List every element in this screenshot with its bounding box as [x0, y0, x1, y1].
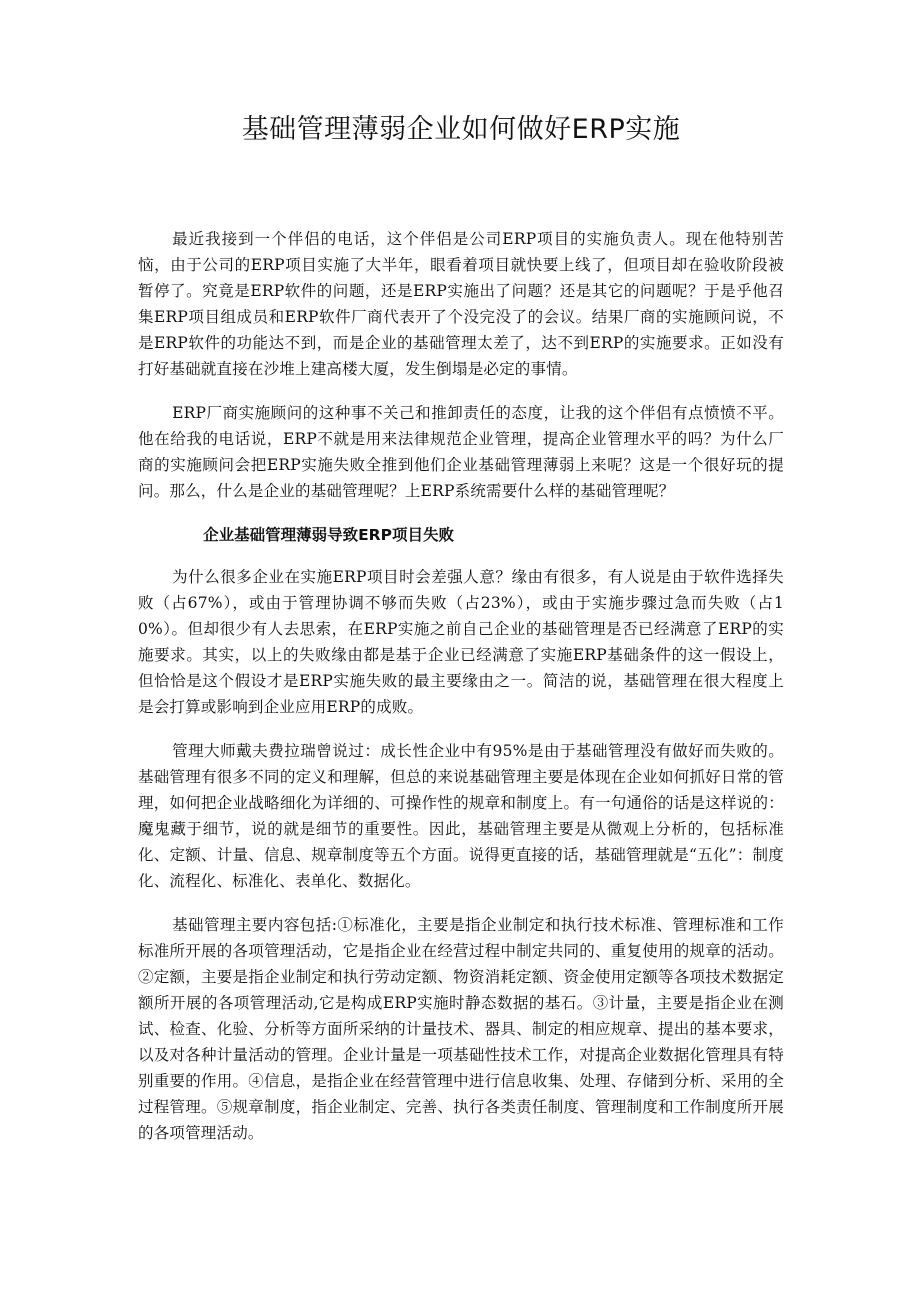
section-heading: 企业基础管理薄弱导致ERP项目失败	[203, 526, 454, 544]
paragraph-vendor-attitude: ERP厂商实施顾问的这种事不关己和推卸责任的态度，让我的这个伴侣有点愤愤不平。他在给我的电话说，ERP不就是用来法律规范企业管理，提高企业管理水平的吗？为什么厂商的实施顾问会把ERP实施失败全推到他们企业基础管理薄弱上来呢？这是一个很好玩的提问。那么，什么是企业的基础管理呢？上ERP系统需要什么样的基础管理呢？	[138, 404, 784, 500]
paragraph-failure-reasons: 为什么很多企业在实施ERP项目时会差强人意？缘由有很多，有人说是由于软件选择失败（占67%），或由于管理协调不够而失败（占23%），或由于实施步骤过急而失败（占10%）。但却很少有人去思索，在ERP实施之前自己企业的基础管理是否已经满意了ERP的实施要求。其实，以上的失败缘由都是基于企业已经满意了实施ERP基础条件的这一假设上，但恰恰是这个假设才是ERP实施失败的最主要缘由之一。简洁的说，基础管理在很大程度上是会打算或影响到企业应用ERP的成败。	[138, 568, 784, 716]
paragraph-basic-management-contents: 基础管理主要内容包括:①标准化，主要是指企业制定和执行技术标准、管理标准和工作标准所开展的各项管理活动，它是指企业在经营过程中制定共同的、重复使用的规章的活动。②定额，主要是指企业制定和执行劳动定额、物资消耗定额、资金使用定额等各项技术数据定额所开展的各项管理活动,它是构成ERP实施时静态数据的基石。③计量，主要是指企业在测试、检查、化验、分析等方面所采纳的计量技术、器具、制定的相应规章、提出的基本要求，以及对各种计量活动的管理。企业计量是一项基础性技术工作，对提高企业数据化管理具有特别重要的作用。④信息，是指企业在经营管理中进行信息收集、处理、存储到分析、采用的全过程管理。⑤规章制度，指企业制定、完善、执行各类责任制度、管理制度和工作制度所开展的各项管理活动。	[138, 916, 784, 1142]
paragraph-basic-management-definition: 管理大师戴夫费拉瑞曾说过：成长性企业中有95%是由于基础管理没有做好而失败的。基础管理有很多不同的定义和理解，但总的来说基础管理主要是体现在企业如何抓好日常的管理，如何把企业战略细化为详细的、可操作性的规章和制度上。有一句通俗的话是这样说的：魔鬼藏于细节，说的就是细节的重要性。因此，基础管理主要是从微观上分析的，包括标准化、定额、计量、信息、规章制度等五个方面。说得更直接的话，基础管理就是“五化”：制度化、流程化、标准化、表单化、数据化。	[138, 742, 784, 890]
paragraph-intro: 最近我接到一个伴侣的电话，这个伴侣是公司ERP项目的实施负责人。现在他特别苦恼，由于公司的ERP项目实施了大半年，眼看着项目就快要上线了，但项目却在验收阶段被暂停了。究竟是ERP软件的问题，还是ERP实施出了问题？还是其它的问题呢？于是乎他召集ERP项目组成员和ERP软件厂商代表开了个没完没了的会议。结果厂商的实施顾问说，不是ERP软件的功能达不到，而是企业的基础管理太差了，达不到ERP的实施要求。正如没有打好基础就直接在沙堆上建高楼大厦，发生倒塌是必定的事情。	[138, 230, 784, 378]
document-body	[138, 226, 784, 1146]
document-title: 基础管理薄弱企业如何做好ERP实施	[241, 114, 681, 145]
